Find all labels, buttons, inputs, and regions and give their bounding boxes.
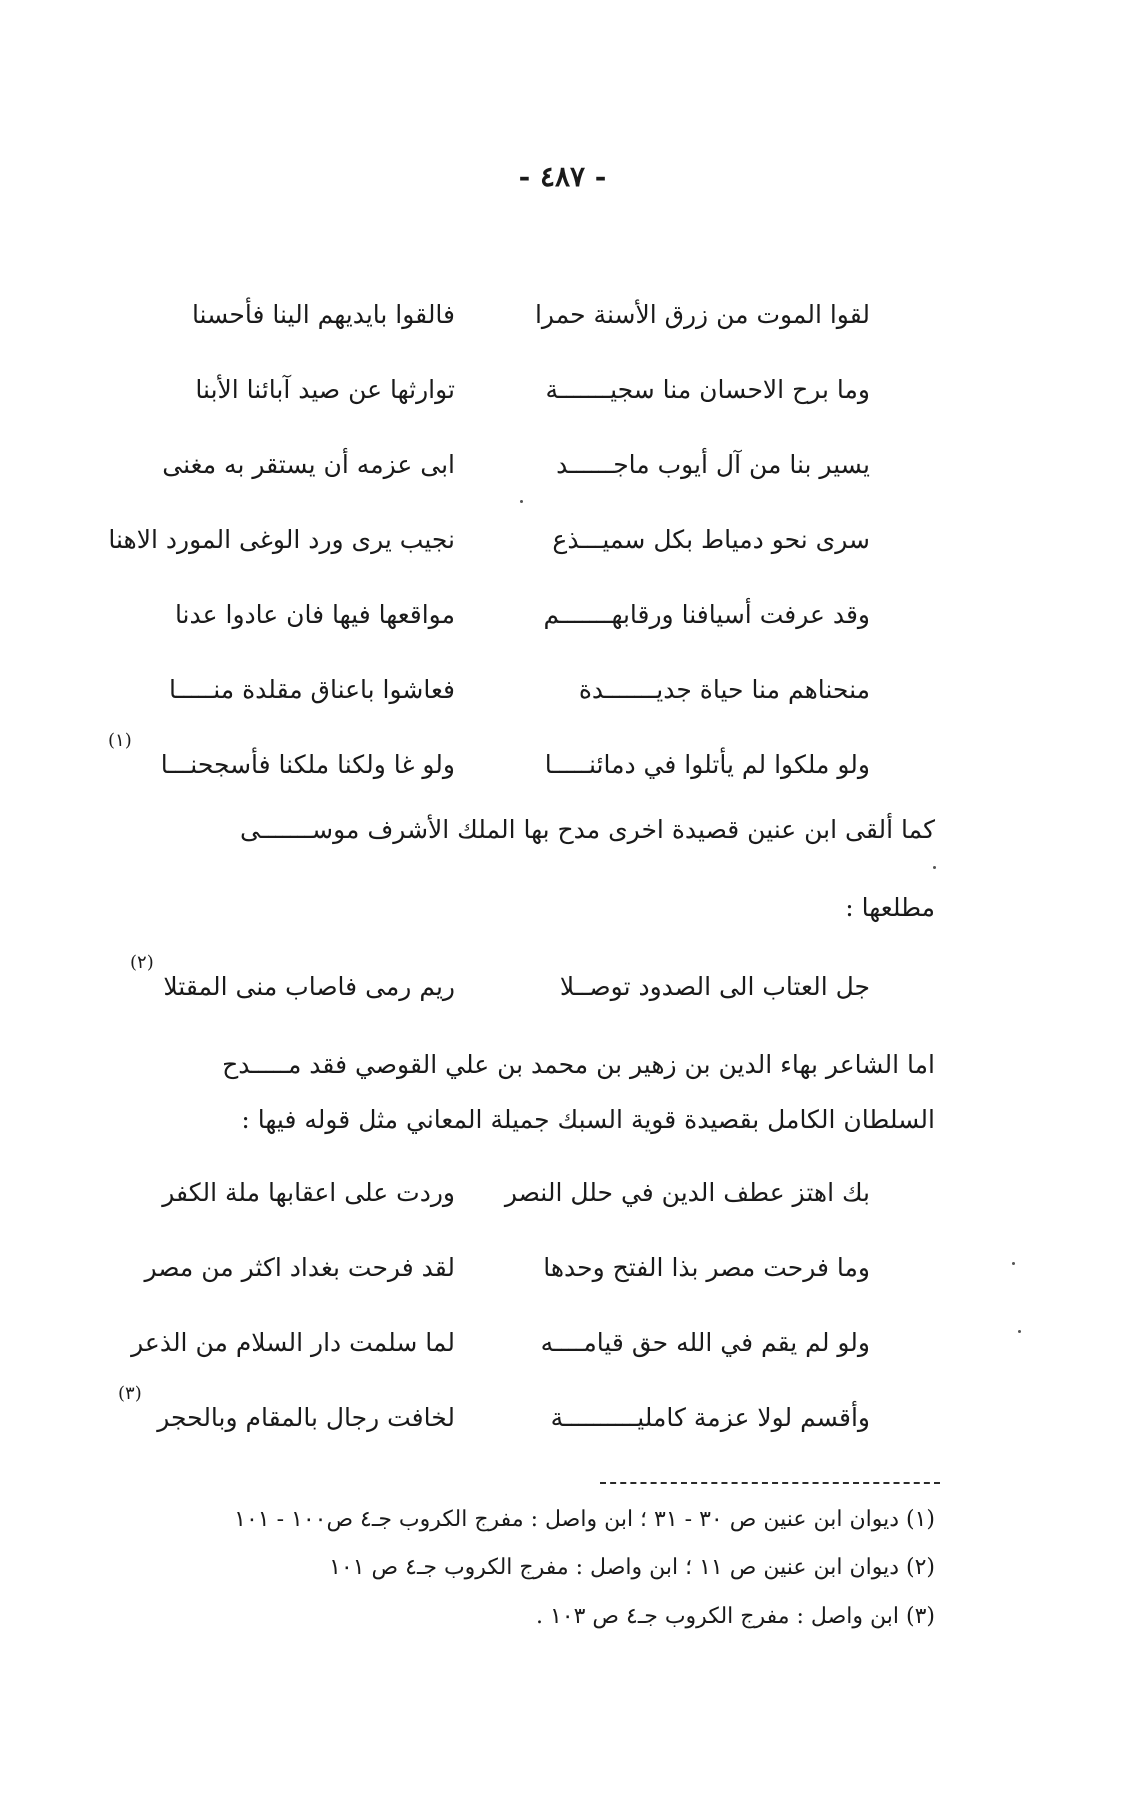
verse-second-hemistich: ولو غا ولكنا ملكنا فأسجحنـــا bbox=[160, 750, 455, 779]
verse-line bbox=[0, 665, 1125, 715]
verse-second-hemistich: لخافت رجال بالمقام وبالحجر bbox=[157, 1403, 455, 1432]
verse-first-hemistich: منحناهم منا حياة جديـــــــدة bbox=[578, 675, 870, 704]
footnote-separator bbox=[600, 1482, 940, 1484]
verse-line bbox=[0, 515, 1125, 565]
verse-second-hemistich: مواقعها فيها فان عادوا عدنا bbox=[174, 600, 455, 629]
verse-second-hemistich: ريم رمى فاصاب منى المقتلا bbox=[163, 972, 455, 1001]
verse-second-hemistich: فالقوا بايديهم الينا فأحسنا bbox=[191, 300, 455, 329]
verse-first-hemistich: بك اهتز عطف الدين في حلل النصر bbox=[504, 1178, 870, 1207]
verse-first-hemistich: وما فرحت مصر بذا الفتح وحدها bbox=[543, 1253, 870, 1282]
footnote: (٣) ابن واصل : مفرج الكروب جـ٤ ص ١٠٣ . bbox=[535, 1604, 935, 1629]
footnote-marker: (٢) bbox=[130, 952, 154, 973]
footnote: (٢) ديوان ابن عنين ص ١١ ؛ ابن واصل : مفرج الكروب جـ٤ ص ١٠١ bbox=[329, 1555, 935, 1580]
scan-speck bbox=[1012, 1262, 1015, 1265]
verse-first-hemistich: جل العتاب الى الصدود توصــلا bbox=[559, 972, 870, 1001]
prose-line: السلطان الكامل بقصيدة قوية السبك جميلة المعاني مثل قوله فيها : bbox=[241, 1105, 935, 1134]
verse-line bbox=[0, 1168, 1125, 1218]
verse-first-hemistich: سرى نحو دمياط بكل سميـــذع bbox=[552, 525, 870, 554]
verse-first-hemistich: يسير بنا من آل أيوب ماجــــــد bbox=[556, 450, 870, 479]
verse-second-hemistich: ابى عزمه أن يستقر به مغنى bbox=[162, 450, 455, 479]
verse-second-hemistich: لقد فرحت بغداد اكثر من مصر bbox=[144, 1253, 455, 1282]
verse-first-hemistich: وما برح الاحسان منا سجيـــــــة bbox=[545, 375, 870, 404]
footnote: (١) ديوان ابن عنين ص ٣٠ - ٣١ ؛ ابن واصل : مفرج الكروب جـ٤ ص١٠٠ - ١٠١ bbox=[234, 1507, 935, 1532]
verse-second-hemistich: وردت على اعقابها ملة الكفر bbox=[162, 1178, 455, 1207]
prose-line: مطلعها : bbox=[845, 893, 935, 922]
verse-second-hemistich: توارثها عن صيد آبائنا الأبنا bbox=[195, 375, 455, 404]
verse-first-hemistich: وقد عرفت أسيافنا ورقابهـــــــم bbox=[543, 600, 870, 629]
scan-speck bbox=[1018, 1330, 1021, 1333]
verse-line bbox=[0, 365, 1125, 415]
verse-first-hemistich: ولو لم يقم في الله حق قيامــــه bbox=[540, 1328, 870, 1357]
verse-first-hemistich: ولو ملكوا لم يأتلوا في دمائنـــــا bbox=[544, 750, 870, 779]
footnote-marker: (١) bbox=[108, 730, 132, 751]
verse-line bbox=[0, 290, 1125, 340]
prose-line: اما الشاعر بهاء الدين بن زهير بن محمد بن علي القوصي فقد مـــــدح bbox=[222, 1050, 935, 1079]
verse-first-hemistich: وأقسم لولا عزمة كامليــــــــــة bbox=[550, 1403, 870, 1432]
verse-line bbox=[0, 1318, 1125, 1368]
verse-line bbox=[0, 740, 1125, 790]
page-number: - ٤٨٧ - bbox=[518, 160, 607, 193]
verse-line bbox=[0, 1243, 1125, 1293]
prose-line: كما ألقى ابن عنين قصيدة اخرى مدح بها الملك الأشرف موســـــــى bbox=[240, 815, 935, 844]
verse-line bbox=[0, 962, 1125, 1012]
verse-line bbox=[0, 590, 1125, 640]
verse-second-hemistich: لما سلمت دار السلام من الذعر bbox=[131, 1328, 455, 1357]
verse-second-hemistich: نجيب يرى ورد الوغى المورد الاهنا bbox=[108, 525, 455, 554]
scan-speck bbox=[520, 500, 523, 503]
verse-second-hemistich: فعاشوا باعناق مقلدة منـــــا bbox=[168, 675, 455, 704]
verse-line bbox=[0, 440, 1125, 490]
verse-line bbox=[0, 1393, 1125, 1443]
verse-first-hemistich: لقوا الموت من زرق الأسنة حمرا bbox=[534, 300, 870, 329]
footnote-marker: (٣) bbox=[118, 1383, 142, 1404]
scan-speck bbox=[933, 866, 936, 869]
